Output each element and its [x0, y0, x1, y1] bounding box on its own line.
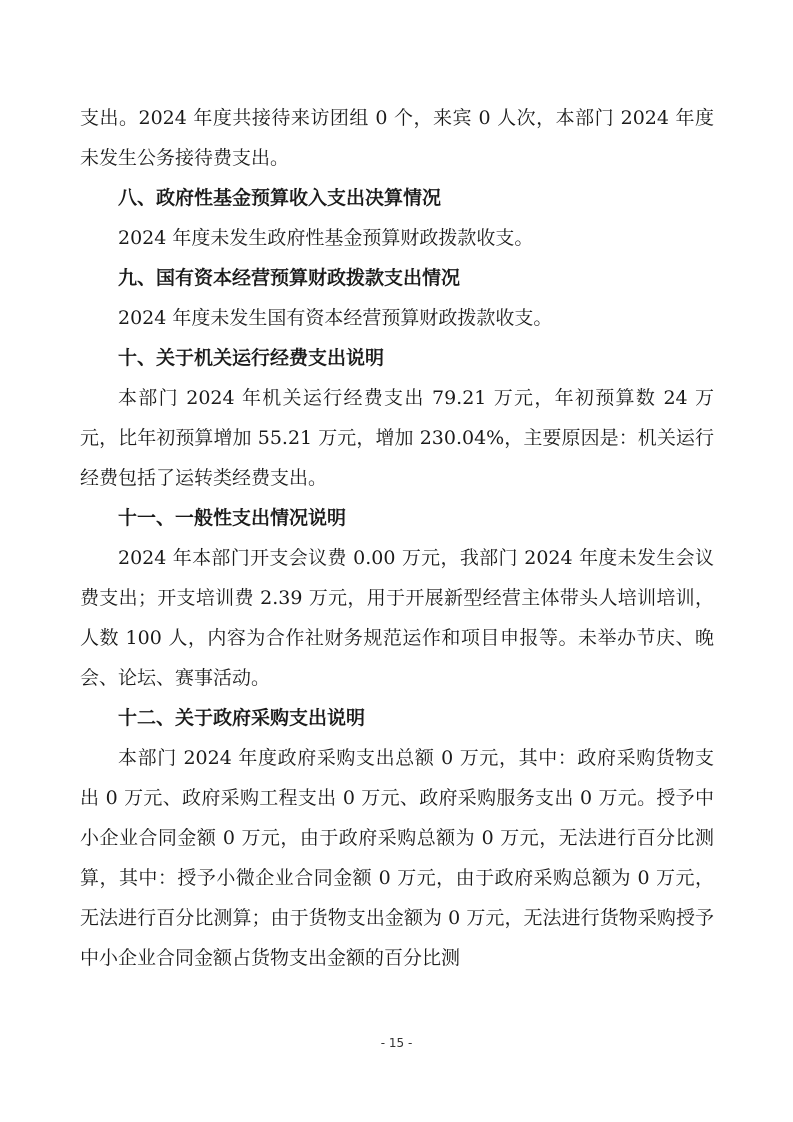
heading-procurement: 十二、关于政府采购支出说明 — [118, 707, 366, 729]
paragraph-government-fund: 2024 年度未发生政府性基金预算财政拨款收支。 — [118, 227, 534, 249]
heading-general-expense: 十一、一般性支出情况说明 — [118, 507, 347, 529]
page-number: - 15 - — [380, 1036, 413, 1050]
heading-state-capital: 九、国有资本经营预算财政拨款支出情况 — [118, 267, 461, 289]
paragraph-operating-expense: 本部门 2024 年机关运行经费支出 79.21 万元，年初预算数 24 万元，比年初预算增加 55.21 万元，增加 230.04%，主要原因是：机关运行经费包括了运转类经费支出。 — [80, 387, 714, 489]
paragraph-general-expense: 2024 年本部门开支会议费 0.00 万元，我部门 2024 年度未发生会议费支出；开支培训费 2.39 万元，用于开展新型经营主体带头人培训培训，人数 100 人，内容为合作社财务规范运作和项目申报等。未举办节庆、晚会、论坛、赛事活动。 — [80, 547, 714, 689]
heading-government-fund: 八、政府性基金预算收入支出决算情况 — [118, 187, 442, 209]
paragraph-state-capital: 2024 年度未发生国有资本经营预算财政拨款收支。 — [118, 307, 553, 329]
paragraph-procurement: 本部门 2024 年度政府采购支出总额 0 万元，其中：政府采购货物支出 0 万元、政府采购工程支出 0 万元、政府采购服务支出 0 万元。授予中小企业合同金额 0 万元，由于政府采购总额为 0 万元，无法进行百分比测算，其中：授予小微企业合同金额 0 万元，由于政府采购总额为 0 万元，无法进行百分比测算；由于货物支出金额为 0 万元，无法进行货物采购授予中小企业合同金额占货物支出金额的百分比测 — [80, 747, 714, 969]
paragraph-reception-expense: 支出。2024 年度共接待来访团组 0 个，来宾 0 人次，本部门 2024 年度未发生公务接待费支出。 — [80, 107, 714, 169]
heading-operating-expense: 十、关于机关运行经费支出说明 — [118, 347, 385, 369]
document-body — [80, 98, 714, 978]
